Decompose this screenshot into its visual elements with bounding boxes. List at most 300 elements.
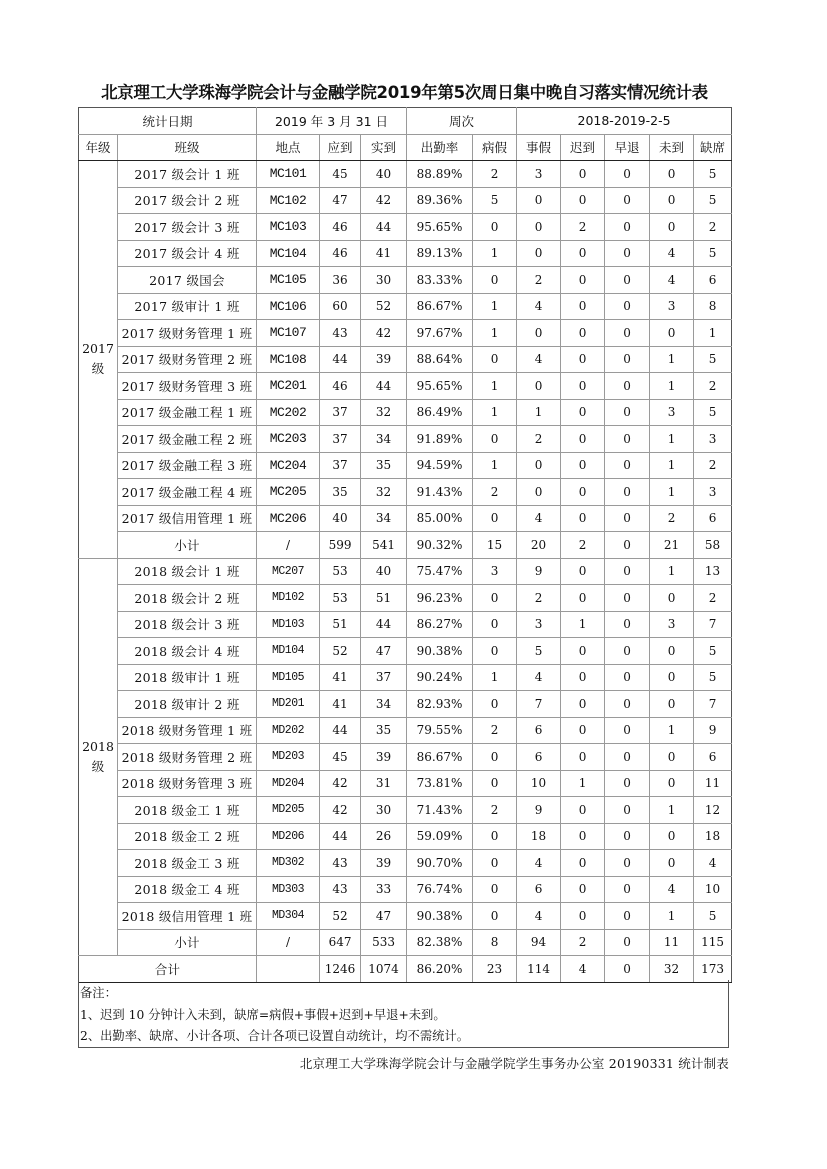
class-name: 2018 级会计 2 班 [118,585,257,612]
table-row [79,399,732,426]
absent: 2 [650,505,694,532]
table-row [79,611,732,638]
expected: 51 [320,611,361,638]
col-header-present: 实到 [361,134,407,161]
location: MD102 [257,585,320,612]
subtotal-row [79,929,732,956]
late: 0 [561,797,605,824]
present: 40 [361,558,407,585]
info-row [79,108,732,135]
personal-leave: 0 [517,240,561,267]
late: 0 [561,717,605,744]
document-title: 北京理工大学珠海学院会计与金融学院2019年第5次周日集中晚自习落实情况统计表 [101,83,708,102]
grade-year: 2017 级 [82,341,114,377]
table-row [79,293,732,320]
expected: 42 [320,770,361,797]
late: 4 [561,956,605,983]
early-leave: 0 [605,346,650,373]
expected: 43 [320,320,361,347]
subtotal-label: 小计 [118,929,257,956]
col-header-rate: 出勤率 [407,134,473,161]
col-header-early-leave: 早退 [605,134,650,161]
sick-leave: 1 [473,240,517,267]
absent: 3 [650,399,694,426]
attendance-rate: 88.64% [407,346,473,373]
present: 40 [361,161,407,188]
early-leave: 0 [605,638,650,665]
attendance-rate: 88.89% [407,161,473,188]
col-header-missing: 缺席 [694,134,732,161]
attendance-rate: 59.09% [407,823,473,850]
location: MC205 [257,479,320,506]
expected: 44 [320,823,361,850]
personal-leave: 4 [517,505,561,532]
late: 0 [561,479,605,506]
attendance-rate: 89.13% [407,240,473,267]
location: MC104 [257,240,320,267]
absent: 0 [650,161,694,188]
expected: 44 [320,346,361,373]
missing: 6 [694,505,732,532]
sick-leave: 2 [473,797,517,824]
early-leave: 0 [605,929,650,956]
late: 1 [561,611,605,638]
early-leave: 0 [605,479,650,506]
class-name: 2017 级信用管理 1 班 [118,505,257,532]
sick-leave: 0 [473,903,517,930]
absent: 0 [650,744,694,771]
late: 0 [561,346,605,373]
sick-leave: 1 [473,373,517,400]
late: 0 [561,903,605,930]
personal-leave: 6 [517,744,561,771]
personal-leave: 4 [517,346,561,373]
personal-leave: 0 [517,452,561,479]
missing: 5 [694,161,732,188]
present: 47 [361,638,407,665]
missing: 1 [694,320,732,347]
present: 34 [361,505,407,532]
late: 0 [561,452,605,479]
absent: 11 [650,929,694,956]
location: MC206 [257,505,320,532]
missing: 4 [694,850,732,877]
present: 30 [361,267,407,294]
late: 0 [561,505,605,532]
missing: 10 [694,876,732,903]
early-leave: 0 [605,770,650,797]
absent: 0 [650,770,694,797]
sick-leave: 0 [473,426,517,453]
late: 0 [561,664,605,691]
missing: 5 [694,187,732,214]
table-row [79,691,732,718]
present: 44 [361,373,407,400]
present: 42 [361,320,407,347]
absent: 1 [650,373,694,400]
sick-leave: 0 [473,611,517,638]
expected: 37 [320,399,361,426]
missing: 5 [694,638,732,665]
present: 35 [361,717,407,744]
present: 41 [361,240,407,267]
present: 541 [361,532,407,559]
present: 32 [361,399,407,426]
expected: 42 [320,797,361,824]
absent: 1 [650,797,694,824]
location: MC105 [257,267,320,294]
late: 0 [561,850,605,877]
absent: 1 [650,479,694,506]
missing: 2 [694,452,732,479]
table-row [79,161,732,188]
location: MD206 [257,823,320,850]
absent: 0 [650,214,694,241]
missing: 8 [694,293,732,320]
class-name: 2017 级金融工程 1 班 [118,399,257,426]
class-name: 2017 级会计 1 班 [118,161,257,188]
attendance-rate: 91.89% [407,426,473,453]
sick-leave: 2 [473,161,517,188]
late: 0 [561,187,605,214]
present: 33 [361,876,407,903]
absent: 1 [650,717,694,744]
absent: 1 [650,558,694,585]
location: MC103 [257,214,320,241]
attendance-rate: 91.43% [407,479,473,506]
sick-leave: 5 [473,187,517,214]
expected: 46 [320,214,361,241]
early-leave: 0 [605,240,650,267]
absent: 4 [650,876,694,903]
date-label: 统计日期 [79,108,257,135]
sick-leave: 8 [473,929,517,956]
present: 34 [361,691,407,718]
class-name: 2018 级财务管理 1 班 [118,717,257,744]
present: 44 [361,611,407,638]
personal-leave: 0 [517,214,561,241]
missing: 2 [694,373,732,400]
attendance-rate: 86.20% [407,956,473,983]
expected: 35 [320,479,361,506]
attendance-rate: 85.00% [407,505,473,532]
location: / [257,929,320,956]
table-row [79,585,732,612]
early-leave: 0 [605,214,650,241]
note-item: 1、迟到 10 分钟计入未到，缺席=病假+事假+迟到+早退+未到。 [80,1007,446,1022]
present: 30 [361,797,407,824]
location: MC204 [257,452,320,479]
sick-leave: 0 [473,267,517,294]
expected: 52 [320,903,361,930]
location: MD204 [257,770,320,797]
table-row [79,797,732,824]
footer-signature: 北京理工大学珠海学院会计与金融学院学生事务办公室 20190331 统计制表 [299,1056,729,1071]
missing: 3 [694,426,732,453]
personal-leave: 7 [517,691,561,718]
early-leave: 0 [605,187,650,214]
table-row [79,770,732,797]
personal-leave: 0 [517,373,561,400]
absent: 21 [650,532,694,559]
table-row [79,479,732,506]
absent: 32 [650,956,694,983]
late: 0 [561,293,605,320]
attendance-rate: 90.70% [407,850,473,877]
attendance-rate: 76.74% [407,876,473,903]
late: 0 [561,744,605,771]
missing: 5 [694,399,732,426]
missing: 7 [694,611,732,638]
attendance-rate: 97.67% [407,320,473,347]
early-leave: 0 [605,293,650,320]
early-leave: 0 [605,585,650,612]
attendance-rate: 83.33% [407,267,473,294]
personal-leave: 3 [517,161,561,188]
expected: 43 [320,850,361,877]
personal-leave: 9 [517,797,561,824]
late: 0 [561,373,605,400]
table-row [79,373,732,400]
present: 31 [361,770,407,797]
absent: 0 [650,664,694,691]
location: MC201 [257,373,320,400]
class-name: 2017 级金融工程 3 班 [118,452,257,479]
expected: 52 [320,638,361,665]
table-row [79,267,732,294]
expected: 647 [320,929,361,956]
expected: 44 [320,717,361,744]
location: MD103 [257,611,320,638]
personal-leave: 9 [517,558,561,585]
late: 0 [561,320,605,347]
location: MD304 [257,903,320,930]
early-leave: 0 [605,532,650,559]
attendance-rate: 95.65% [407,214,473,241]
location: MC106 [257,293,320,320]
attendance-rate: 79.55% [407,717,473,744]
early-leave: 0 [605,691,650,718]
sick-leave: 2 [473,717,517,744]
sick-leave: 0 [473,823,517,850]
expected: 40 [320,505,361,532]
early-leave: 0 [605,505,650,532]
attendance-rate: 94.59% [407,452,473,479]
early-leave: 0 [605,797,650,824]
early-leave: 0 [605,850,650,877]
subtotal-label: 小计 [118,532,257,559]
expected: 46 [320,373,361,400]
class-name: 2018 级会计 3 班 [118,611,257,638]
absent: 1 [650,903,694,930]
attendance-rate: 86.67% [407,293,473,320]
location: MD201 [257,691,320,718]
total-row [79,956,732,983]
attendance-rate: 90.38% [407,638,473,665]
personal-leave: 18 [517,823,561,850]
expected: 41 [320,691,361,718]
present: 32 [361,479,407,506]
present: 26 [361,823,407,850]
late: 0 [561,638,605,665]
present: 44 [361,214,407,241]
sick-leave: 1 [473,320,517,347]
class-name: 2017 级金融工程 2 班 [118,426,257,453]
present: 39 [361,346,407,373]
expected: 53 [320,558,361,585]
sick-leave: 15 [473,532,517,559]
notes-heading: 备注： [80,986,117,1000]
absent: 1 [650,426,694,453]
personal-leave: 4 [517,903,561,930]
attendance-rate: 90.38% [407,903,473,930]
class-name: 2018 级会计 4 班 [118,638,257,665]
personal-leave: 20 [517,532,561,559]
location: MC107 [257,320,320,347]
absent: 0 [650,187,694,214]
table-row [79,346,732,373]
week-label: 周次 [407,108,517,135]
location: MC203 [257,426,320,453]
late: 0 [561,399,605,426]
table-row [79,240,732,267]
location: / [257,532,320,559]
personal-leave: 4 [517,850,561,877]
absent: 4 [650,240,694,267]
late: 0 [561,267,605,294]
class-name: 2017 级会计 2 班 [118,187,257,214]
personal-leave: 114 [517,956,561,983]
missing: 12 [694,797,732,824]
early-leave: 0 [605,956,650,983]
missing: 11 [694,770,732,797]
expected: 60 [320,293,361,320]
missing: 2 [694,585,732,612]
late: 1 [561,770,605,797]
class-name: 2018 级审计 1 班 [118,664,257,691]
missing: 5 [694,346,732,373]
missing: 173 [694,956,732,983]
late: 2 [561,929,605,956]
personal-leave: 94 [517,929,561,956]
sick-leave: 0 [473,744,517,771]
late: 0 [561,585,605,612]
personal-leave: 3 [517,611,561,638]
late: 0 [561,240,605,267]
class-name: 2017 级会计 4 班 [118,240,257,267]
present: 42 [361,187,407,214]
table-row [79,505,732,532]
present: 52 [361,293,407,320]
attendance-rate: 86.49% [407,399,473,426]
personal-leave: 6 [517,876,561,903]
personal-leave: 5 [517,638,561,665]
class-name: 2017 级财务管理 2 班 [118,346,257,373]
early-leave: 0 [605,452,650,479]
grade-year: 2018 级 [82,738,114,774]
table-row [79,558,732,585]
col-header-grade: 年级 [79,134,118,161]
missing: 18 [694,823,732,850]
present: 39 [361,744,407,771]
late: 0 [561,558,605,585]
table-row [79,664,732,691]
expected: 43 [320,876,361,903]
attendance-rate: 96.23% [407,585,473,612]
absent: 0 [650,320,694,347]
missing: 6 [694,744,732,771]
sick-leave: 0 [473,214,517,241]
personal-leave: 4 [517,293,561,320]
sick-leave: 1 [473,293,517,320]
date-value: 2019 年 3 月 31 日 [257,108,407,135]
missing: 3 [694,479,732,506]
early-leave: 0 [605,664,650,691]
attendance-rate: 82.38% [407,929,473,956]
location: MC202 [257,399,320,426]
location: MD205 [257,797,320,824]
absent: 3 [650,611,694,638]
sick-leave: 0 [473,346,517,373]
early-leave: 0 [605,399,650,426]
class-name: 2018 级财务管理 2 班 [118,744,257,771]
note-item: 2、出勤率、缺席、小计各项、合计各项已设置自动统计，均不需统计。 [80,1029,470,1043]
early-leave: 0 [605,717,650,744]
personal-leave: 4 [517,664,561,691]
personal-leave: 1 [517,399,561,426]
class-name: 2017 级审计 1 班 [118,293,257,320]
class-name: 2018 级金工 3 班 [118,850,257,877]
late: 0 [561,876,605,903]
subtotal-row [79,532,732,559]
table-row [79,744,732,771]
class-name: 2018 级审计 2 班 [118,691,257,718]
absent: 1 [650,452,694,479]
personal-leave: 10 [517,770,561,797]
class-name: 2017 级国会 [118,267,257,294]
table-row [79,187,732,214]
absent: 1 [650,346,694,373]
location: MD302 [257,850,320,877]
personal-leave: 0 [517,479,561,506]
personal-leave: 2 [517,426,561,453]
sick-leave: 0 [473,770,517,797]
location: MC102 [257,187,320,214]
personal-leave: 6 [517,717,561,744]
attendance-rate: 75.47% [407,558,473,585]
class-name: 2017 级金融工程 4 班 [118,479,257,506]
expected: 36 [320,267,361,294]
early-leave: 0 [605,823,650,850]
class-name: 2017 级财务管理 3 班 [118,373,257,400]
early-leave: 0 [605,903,650,930]
present: 1074 [361,956,407,983]
col-header-personal-leave: 事假 [517,134,561,161]
location: MD203 [257,744,320,771]
present: 35 [361,452,407,479]
missing: 5 [694,240,732,267]
class-name: 2018 级财务管理 3 班 [118,770,257,797]
class-name: 2017 级财务管理 1 班 [118,320,257,347]
expected: 53 [320,585,361,612]
class-name: 2018 级金工 4 班 [118,876,257,903]
class-name: 2017 级会计 3 班 [118,214,257,241]
location [257,956,320,983]
week-value: 2018-2019-2-5 [517,108,732,135]
table-row [79,214,732,241]
attendance-rate: 95.65% [407,373,473,400]
sick-leave: 3 [473,558,517,585]
